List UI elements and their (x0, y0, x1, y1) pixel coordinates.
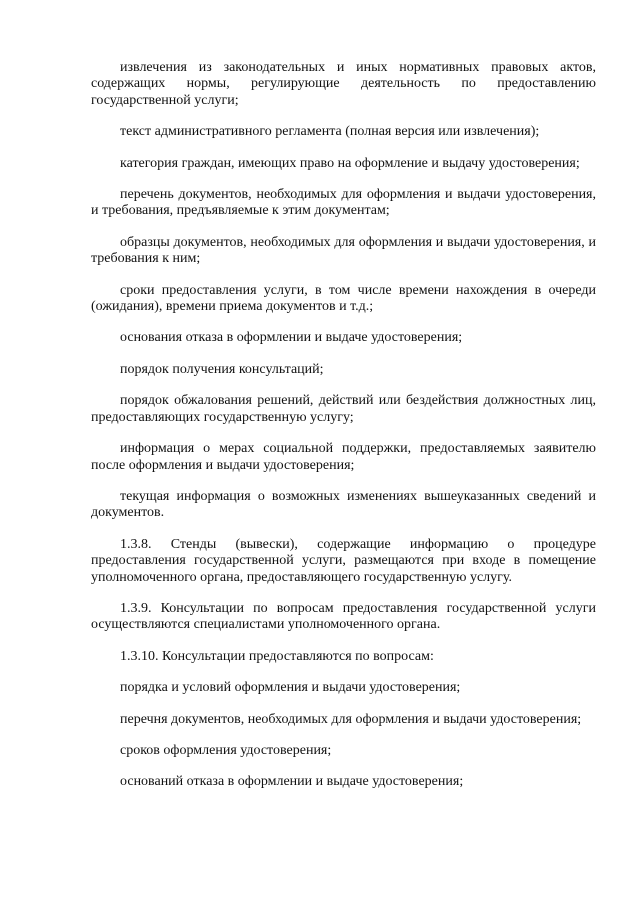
paragraph-document-list-consult: перечня документов, необходимых для оформления и выдачи удостоверения; (120, 711, 582, 727)
paragraph-refusal-grounds: основания отказа в оформлении и выдаче удостоверения; (120, 330, 463, 346)
paragraph-social-support-info: информация о мерах социальной поддержки, предоставляемых заявителю после оформления и выдачи удостоверения; (91, 441, 596, 473)
paragraph-current-changes: текущая информация о возможных изменениях вышеуказанных сведений и документов. (91, 488, 596, 521)
paragraph-conditions: порядка и условий оформления и выдачи удостоверения; (120, 680, 461, 696)
document-body (91, 60, 596, 806)
paragraph-extracts-from-legislation: извлечения из законодательных и иных нормативных правовых актов, содержащих нормы, регулирующие деятельность по предоставлению государственной услуги; (91, 60, 596, 108)
paragraph-consultation-procedure: порядок получения консультаций; (120, 361, 324, 377)
paragraph-document-list: перечень документов, необходимых для оформления и выдачи удостоверения, и требования, предъявляемые к этим документам; (91, 187, 596, 219)
paragraph-service-deadlines: сроки предоставления услуги, в том числе времени нахождения в очереди (ожидания), времени приема документов и т.д.; (91, 282, 596, 315)
paragraph-issuance-deadlines: сроков оформления удостоверения; (120, 742, 332, 758)
paragraph-regulation-text: текст административного регламента (полная версия или извлечения); (120, 124, 540, 140)
paragraph-1-3-10: 1.3.10. Консультации предоставляются по вопросам: (120, 648, 434, 664)
paragraph-document-samples: образцы документов, необходимых для оформления и выдачи удостоверения, и требования к ним; (91, 234, 596, 267)
paragraph-1-3-9: 1.3.9. Консультации по вопросам предоставления государственной услуги осуществляются специалистами уполномоченного органа. (91, 600, 596, 633)
paragraph-1-3-8: 1.3.8. Стенды (вывески), содержащие информацию о процедуре предоставления государственной услуги, размещаются при входе в помещение уполномоченного органа, предоставляющего государственную услугу. (91, 536, 596, 585)
paragraph-citizen-category: категория граждан, имеющих право на оформление и выдачу удостоверения; (120, 155, 580, 171)
paragraph-appeal-procedure: порядок обжалования решений, действий или бездействия должностных лиц, предоставляющих государственную услугу; (91, 393, 596, 425)
paragraph-refusal-grounds-consult: оснований отказа в оформлении и выдаче удостоверения; (120, 774, 464, 790)
